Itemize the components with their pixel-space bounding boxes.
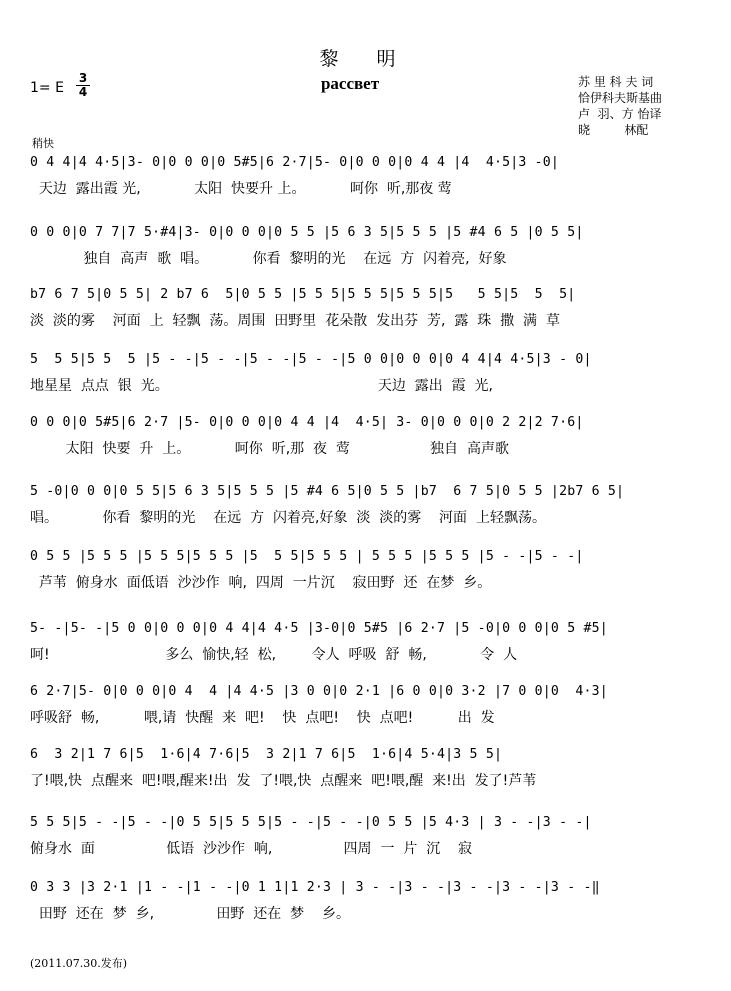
score-system	[30, 747, 700, 792]
score-system	[30, 621, 700, 666]
notation-line: 0 0 0|0 5#5|6 2·7 |5- 0|0 0 0|0 4 4 |4 4·5| 3- 0|0 0 0|0 2 2|2 7·6|	[30, 415, 584, 430]
lyrics-line: 太阳 快要 升 上。 呵你 听,那 夜 莺 独自 高声歌	[30, 441, 509, 457]
lyrics-line: 地星星 点点 银 光。 天边 露出 霞 光,	[30, 378, 494, 394]
meter-bottom: 4	[78, 85, 88, 99]
score-system	[30, 684, 700, 729]
score-system	[30, 880, 700, 925]
score-system	[30, 415, 700, 460]
lyrics-line: 唱。 你看 黎明的光 在远 方 闪着亮,好象 淡 淡的雾 河面 上轻飘荡。	[30, 510, 546, 526]
score-system	[30, 815, 700, 860]
tempo-marking: 稍快	[32, 137, 54, 150]
lyrics-line: 田野 还在 梦 乡, 田野 还在 梦 乡。	[30, 906, 350, 922]
score-system	[30, 225, 700, 270]
lyrics-line: 芦苇 俯身水 面低语 沙沙作 响, 四周 一片沉 寂田野 还 在梦 乡。	[30, 575, 492, 591]
lyrics-line: 淡 淡的雾 河面 上 轻飘 荡。周围 田野里 花朵散 发出芬 芳, 露 珠 撒 满 草	[30, 313, 560, 329]
notation-line: 0 0 0|0 7 7|7 5·#4|3- 0|0 0 0|0 5 5 |5 6 3 5|5 5 5 |5 #4 6 5 |0 5 5|	[30, 225, 584, 240]
meter-top: 3	[78, 71, 88, 85]
lyrics-line: 天边 露出霞 光, 太阳 快要升 上。 呵你 听,那夜 莺	[30, 181, 452, 197]
score-system	[30, 287, 700, 332]
notation-line: 5 5 5|5 5 5 |5 - -|5 - -|5 - -|5 - -|5 0 0|0 0 0|0 4 4|4 4·5|3 - 0|	[30, 352, 592, 367]
publish-date: (2011.07.30.发布)	[30, 957, 128, 970]
credit-lyricist: 苏 里 科 夫 词	[578, 75, 654, 89]
notation-line: b7 6 7 5|0 5 5| 2 b7 6 5|0 5 5 |5 5 5|5 5 5|5 5 5|5 5 5|5 5 5|	[30, 287, 576, 302]
score-system	[30, 155, 700, 200]
notation-line: 5 5 5|5 - -|5 - -|0 5 5|5 5 5|5 - -|5 - -|0 5 5 |5 4·3 | 3 - -|3 - -|	[30, 815, 592, 830]
notation-line: 5 -0|0 0 0|0 5 5|5 6 3 5|5 5 5 |5 #4 6 5|0 5 5 |b7 6 7 5|0 5 5 |2b7 6 5|	[30, 484, 625, 499]
lyrics-line: 俯身水 面 低语 沙沙作 响, 四周 一 片 沉 寂	[30, 841, 473, 857]
credit-translator: 卢 羽、方 怡译	[578, 107, 662, 121]
lyrics-line: 独自 高声 歌 唱。 你看 黎明的光 在远 方 闪着亮, 好象	[30, 251, 507, 267]
notation-line: 0 5 5 |5 5 5 |5 5 5|5 5 5 |5 5 5|5 5 5 | 5 5 5 |5 5 5 |5 - -|5 - -|	[30, 549, 584, 564]
score-system	[30, 352, 700, 397]
credits	[578, 74, 662, 138]
notation-line: 5- -|5- -|5 0 0|0 0 0|0 4 4|4 4·5 |3-0|0 5#5 |6 2·7 |5 -0|0 0 0|0 5 #5|	[30, 621, 608, 636]
time-signature	[76, 72, 90, 99]
song-subtitle: рассвет	[320, 74, 380, 93]
notation-line: 0 4 4|4 4·5|3- 0|0 0 0|0 5#5|6 2·7|5- 0|0 0 0|0 4 4 |4 4·5|3 -0|	[30, 155, 560, 170]
lyrics-line: 了!喂,快 点醒来 吧!喂,醒来!出 发 了!喂,快 点醒来 吧!喂,醒 来!出 发了!芦苇	[30, 773, 537, 789]
credit-arranger: 晓 林配	[578, 123, 649, 137]
notation-line: 6 3 2|1 7 6|5 1·6|4 7·6|5 3 2|1 7 6|5 1·6|4 5·4|3 5 5|	[30, 747, 503, 762]
lyrics-line: 呵! 多么 愉快,轻 松, 令人 呼吸 舒 畅, 令 人	[30, 647, 518, 663]
score-system	[30, 549, 700, 594]
score-system	[30, 484, 700, 529]
song-title: 黎 明	[319, 48, 412, 70]
notation-line: 6 2·7|5- 0|0 0 0|0 4 4 |4 4·5 |3 0 0|0 2·1 |6 0 0|0 3·2 |7 0 0|0 4·3|	[30, 684, 608, 699]
lyrics-line: 呼吸舒 畅, 喂,请 快醒 来 吧! 快 点吧! 快 点吧! 出 发	[30, 710, 495, 726]
notation-line: 0 3 3 |3 2·1 |1 - -|1 - -|0 1 1|1 2·3 | 3 - -|3 - -|3 - -|3 - -|3 - -‖	[30, 880, 600, 895]
credit-composer: 恰伊科夫斯基曲	[578, 91, 663, 105]
key-signature: 1= E	[30, 80, 64, 96]
